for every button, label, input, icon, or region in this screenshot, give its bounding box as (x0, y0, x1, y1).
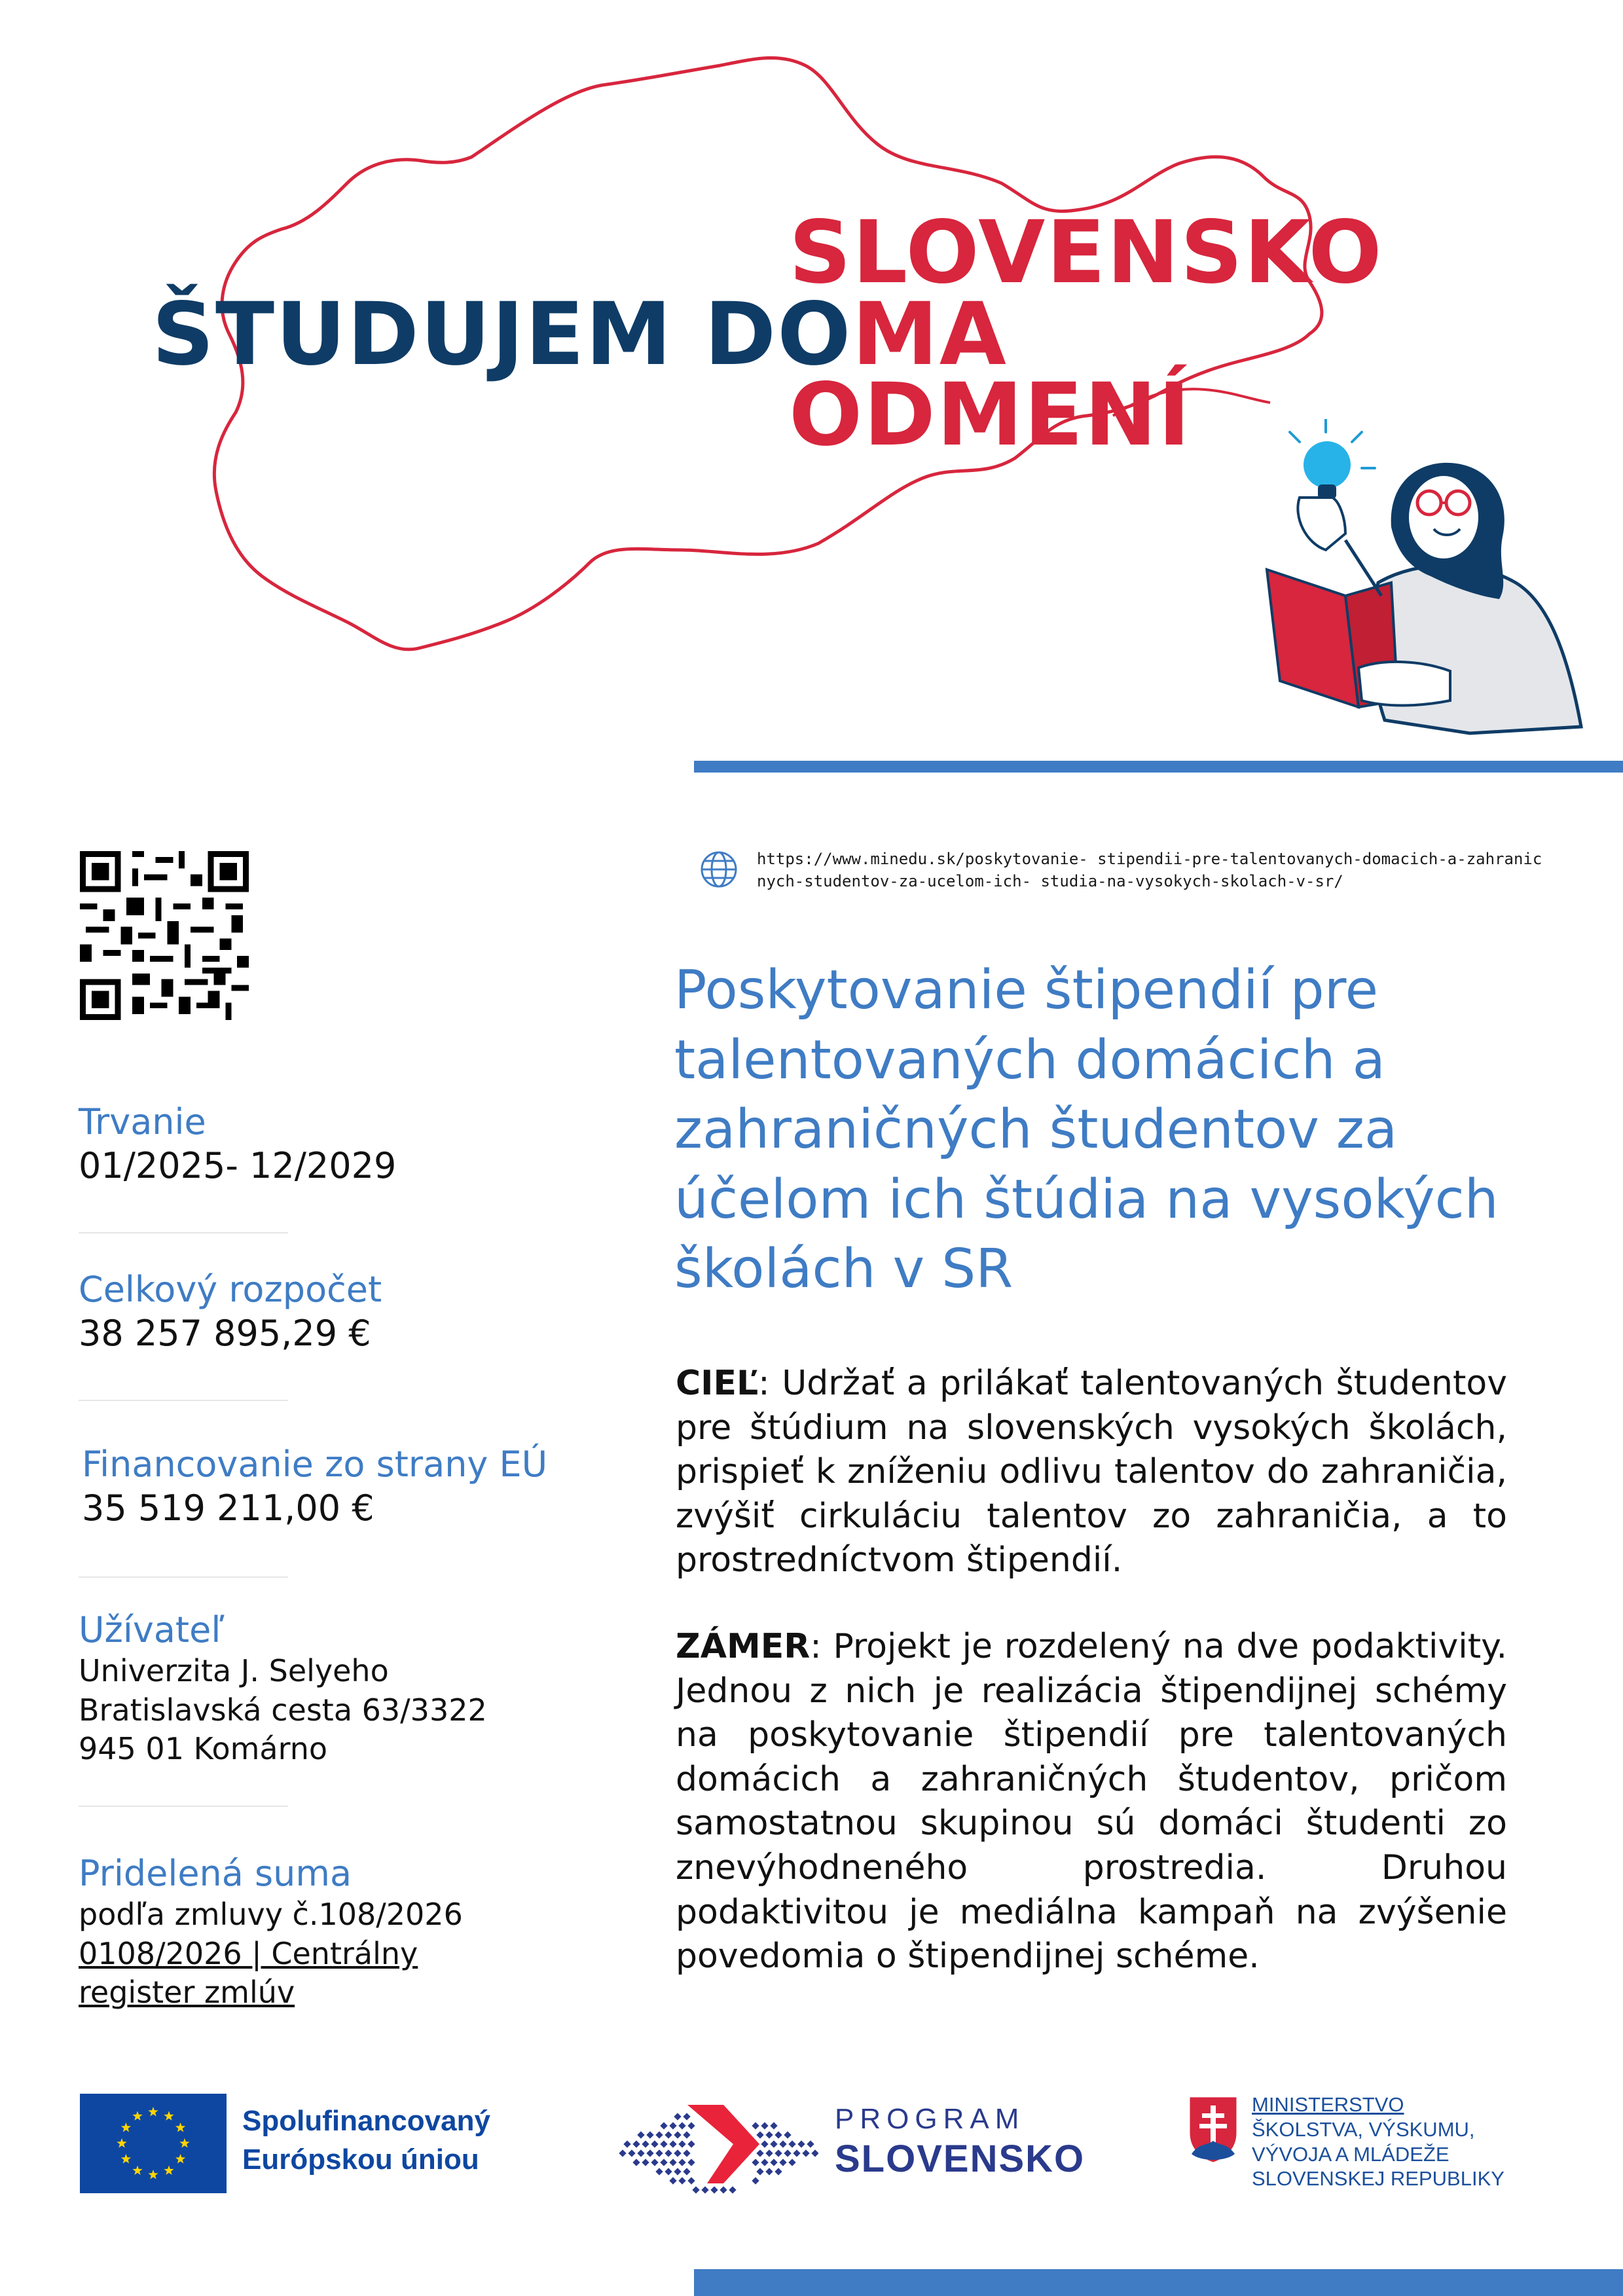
ministry-line: VÝVOJA A MLÁDEŽE (1252, 2142, 1450, 2166)
divider (79, 1806, 288, 1807)
program-label: PROGRAM (835, 2103, 1025, 2135)
project-url-link[interactable]: https://www.minedu.sk/poskytovanie- stipendii-pre-talentovanych-domacich-a-zahranicnych-studentov-za-ucelom-ich- studia-na-vysokych-skolach-v-sr/ (757, 850, 1542, 890)
user-block (79, 1609, 576, 1769)
budget-label: Celkový rozpočet (79, 1269, 382, 1310)
headline-odmeni: ODMENÍ (789, 365, 1192, 465)
qr-code-icon (80, 851, 249, 1020)
budget-value: 38 257 895,29 € (79, 1312, 371, 1354)
duration-label: Trvanie (79, 1101, 206, 1142)
eu-text-line: Európskou úniou (242, 2143, 479, 2176)
ministry-line: SLOVENSKEJ REPUBLIKY (1252, 2167, 1504, 2191)
amount-block (79, 1853, 576, 2013)
headline-slovensko: SLOVENSKO (789, 202, 1383, 303)
duration-block (79, 1101, 576, 1188)
slovak-coat-of-arms-icon (1186, 2094, 1240, 2164)
user-line: Univerzita J. Selyeho (79, 1652, 389, 1688)
goal-paragraph (676, 1362, 1507, 1583)
bottom-accent-bar (694, 2269, 1623, 2296)
user-line: Bratislavská cesta 63/3322 (79, 1692, 487, 1728)
globe-icon (699, 850, 739, 889)
divider (79, 1232, 288, 1233)
intent-paragraph (676, 1625, 1507, 1979)
user-line: 945 01 Komárno (79, 1731, 327, 1767)
intent-label: ZÁMER (676, 1627, 811, 1666)
divider (79, 1576, 288, 1578)
eu-cofunded-text (242, 2102, 490, 2179)
eu-funding-block (82, 1444, 579, 1530)
budget-block (79, 1269, 576, 1355)
user-label: Užívateľ (79, 1609, 225, 1650)
ministry-name (1252, 2092, 1504, 2191)
intent-text: : Projekt je rozdelený na dve podaktivity. Jednou z nich je realizácia štipendijnej schémy na poskytovanie štipendií pre talentovaných domácich a zahraničných študentov, pričom samostatnou skupinou sú domáci študenti zo znevýhodneného prostredia. Druhou podaktivitou je mediálna kampaň na zvýšenie povedomia o štipendijnej schéme. (676, 1627, 1507, 1977)
student-with-lightbulb-icon (1254, 419, 1594, 746)
page-title: Poskytovanie štipendií pre talentovaných domácich a zahraničných študentov za účelom ich štúdia na vysokých školách v SR (674, 959, 1499, 1301)
ministry-line: ŠKOLSTVA, VÝSKUMU, (1252, 2117, 1475, 2141)
amount-contract-text: podľa zmluvy č.108/2026 (79, 1896, 463, 1932)
eu-flag-icon (80, 2094, 227, 2193)
eu-funding-label: Financovanie zo strany EÚ (82, 1444, 548, 1485)
eu-text-line: Spolufinancovaný (242, 2105, 490, 2137)
program-slovensko-logo-icon (609, 2092, 818, 2203)
contract-register-link[interactable]: register zmlúv (79, 1975, 295, 2011)
headline-studujem-text: ŠTUDUJEM DO (152, 284, 852, 385)
top-accent-bar (694, 761, 1623, 773)
contract-register-link[interactable]: 0108/2026 | Centrálny (79, 1935, 418, 1971)
goal-label: CIEĽ (676, 1364, 759, 1403)
divider (79, 1400, 288, 1401)
duration-value: 01/2025- 12/2029 (79, 1144, 397, 1186)
headline-ma-text: MA (852, 284, 1008, 385)
eu-funding-value: 35 519 211,00 € (82, 1487, 374, 1529)
ministry-line: MINISTERSTVO (1252, 2093, 1404, 2116)
goal-text: : Udržať a prilákať talentovaných študentov pre štúdium na slovenských vysokých školách, prispieť k zníženiu odlivu talentov do zahraničia, zvýšiť cirkuláciu talentov zo zahraničia, a to prostredníctvom štipendií. (676, 1364, 1507, 1580)
program-name: SLOVENSKO (835, 2138, 1085, 2180)
amount-label: Pridelená suma (79, 1853, 352, 1894)
